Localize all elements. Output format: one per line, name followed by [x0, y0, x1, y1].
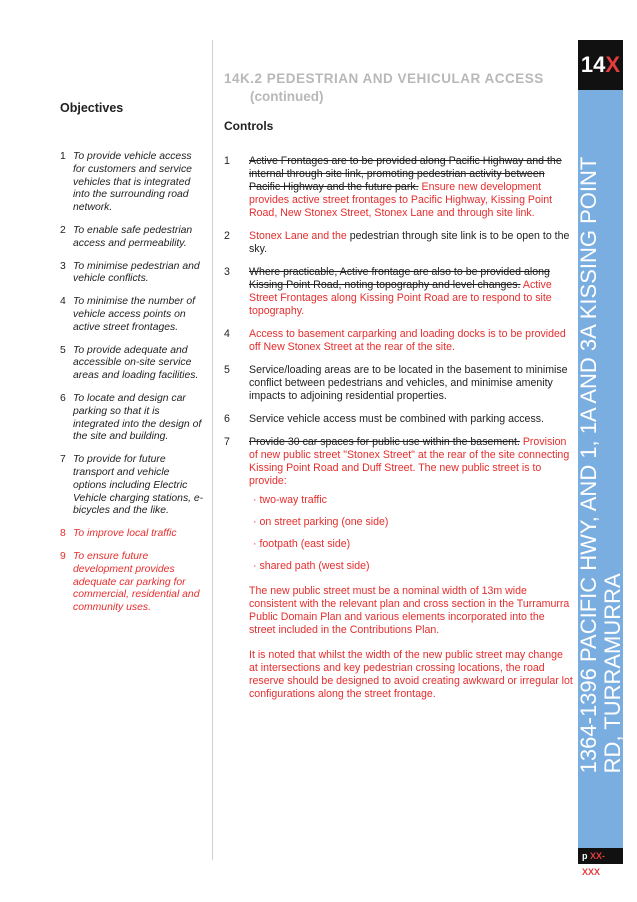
section-heading: 14K.2 PEDESTRIAN AND VEHICULAR ACCESS [224, 71, 544, 86]
objectives-column [60, 101, 205, 625]
objective-item: 6 To locate and design car parking so that it is integrated into the design of the site and building. [60, 392, 202, 443]
control-item-4: 4 Access to basement carparking and loading docks is to be provided off New Stonex Street at the rear of the site. [224, 328, 566, 353]
site-address-vertical: 1364-1396 PACIFIC HWY, AND 1, 1A AND 3A KISSING POINT RD, TURRAMURRA [575, 156, 625, 774]
column-divider [212, 40, 213, 860]
objective-item: 8 To improve local traffic [60, 528, 177, 540]
objective-item: 1 To provide vehicle access for customers and service vehicles that is integrated into the surrounding road network. [60, 151, 192, 214]
bullet-item: · footpath (east side) [253, 538, 351, 550]
controls-title: Controls [224, 119, 274, 133]
section-sidebar [575, 40, 625, 864]
control-7-paragraph-1: The new public street must be a nominal width of 13m wide consistent with the relevant plan and cross section in the Turramurra Public Domain Plan and various elements incorporated into the street included in the Contributions Plan. [249, 585, 570, 636]
control-item-5: 5 Service/loading areas are to be located in the basement to minimise conflict between pedestrians and vehicles, and minimise amenity impacts to adjoining residential properties. [224, 364, 568, 402]
control-item-7: 7 Provide 30 car spaces for public use within the basement. Provision of new public street "Stonex Street" at the rear of the site connecting Kissing Point Road and Duff Street. The new public street is to provide: · two-way traffic · on street parking (one side) · footpath (east side) · shared path (west side) The new public street must be a nominal width of 13m wide consistent with the relevant plan and cross section in the Turramurra Public Domain Plan and various elements incorporated into the street included in the Contributions Plan. It is noted that whilst the width of the new public street may change at intersections and key pedestrian crossing locations, the road reserve should be designed to avoid creating awkward or irregular lot configurations along the street frontage. [224, 436, 573, 700]
objectives-title: Objectives [60, 101, 124, 115]
objectives-list [60, 151, 205, 615]
objective-item: 2 To enable safe pedestrian access and permeability. [60, 224, 193, 249]
objective-item: 9 To ensure future development provides adequate car parking for commercial, residential and community uses. [60, 550, 200, 614]
bullet-item: · two-way traffic [253, 494, 327, 506]
control-item-3: 3 Where practicable, Active frontage are also to be provided along Kissing Point Road, noting topography and level changes. Active Street Frontages along Kissing Point Road are to respond to site topography. [224, 266, 552, 317]
bullet-item: · on street parking (one side) [253, 516, 389, 528]
objective-item: 5 To provide adequate and accessible on-site service areas and loading facilities. [60, 344, 199, 382]
control-item-6: 6 Service vehicle access must be combined with parking access. [224, 413, 544, 425]
objective-item: 4 To minimise the number of vehicle access points on active street frontages. [60, 296, 196, 333]
page-number: p XX-XXX [578, 848, 623, 864]
section-heading-continued: (continued) [250, 89, 324, 104]
section-code: 14X [578, 40, 623, 90]
control-item-1: 1 Active Frontages are to be provided along Pacific Highway and the internal through site link, promoting pedestrian activity between Pacific Highway and the future park. Ensure new development provides active street frontages to Pacific Highway, Kissing Point Road, New Stonex Street, Stonex Lane and through site link. [224, 155, 562, 219]
control-7-paragraph-2: It is noted that whilst the width of the new public street may change at intersections and key pedestrian crossing locations, the road reserve should be designed to avoid creating awkward or irregular lot configurations along the street frontage. [249, 649, 573, 700]
control-item-2: 2 Stonex Lane and the pedestrian through site link is to be open to the sky. [224, 230, 570, 255]
objective-item: 3 To minimise pedestrian and vehicle conflicts. [60, 260, 200, 285]
controls-column [224, 70, 574, 711]
bullet-item: · shared path (west side) [253, 560, 370, 572]
objective-item: 7 To provide for future transport and vehicle options including Electric Vehicle charging stations, e-bicycles and the like. [60, 454, 204, 517]
